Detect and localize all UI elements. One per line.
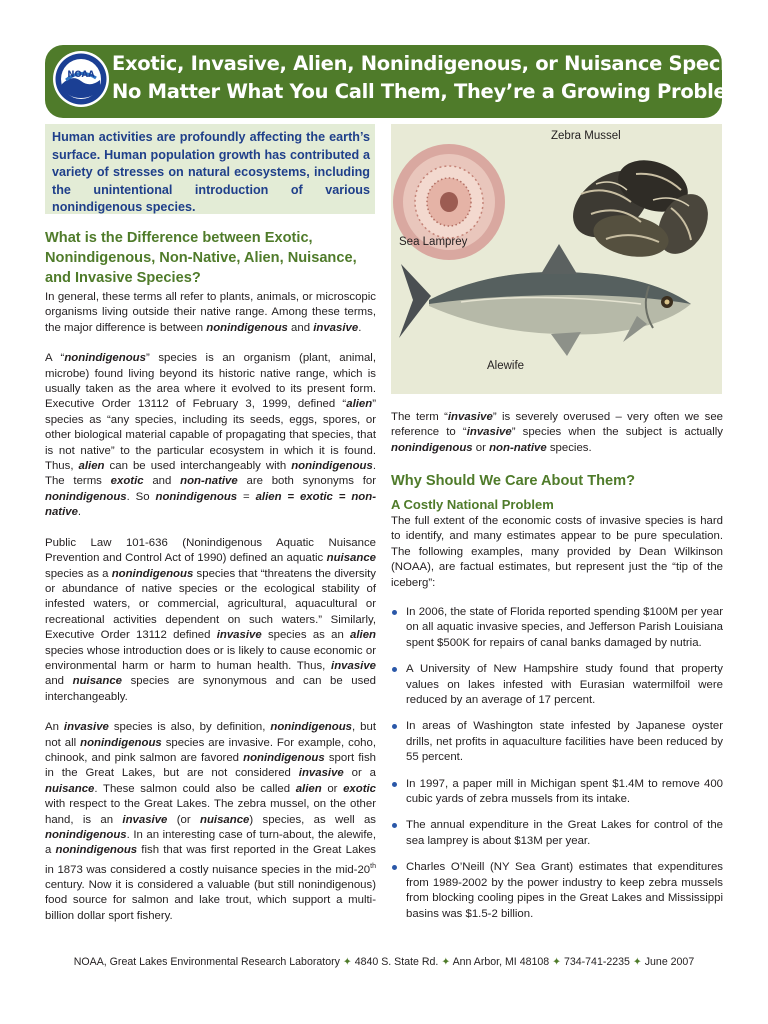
left-paragraph-3 [45,536,376,705]
page-title [112,50,759,106]
text-run: fish that was first reported in the Great Lakes in 1873 was considered a costly nuisance species in the mid-20 [45,844,377,876]
text-run: sport fish in the Great Lakes, but are not considered [45,751,376,780]
right-subheading: A Costly National Problem [391,497,554,512]
list-item: Charles O’Neill (NY Sea Grant) estimates that expenditures from 1989-2002 by the power industry to keep zebra mussels from blocking cooling pipes in the Great Lakes and Mississippi basins was $1.5-2 billion. [391,860,723,922]
text-run: species are synonymous and can be used interchangeably. [45,675,376,703]
emphasized-term: non-native [180,475,238,488]
text-run: ” is severely overused – very often we see reference to “ [391,411,723,439]
text-run: or [472,441,490,454]
separator-icon: ✦ [552,956,561,968]
text-run: . In an interesting case of turn-about, the alewife, a [45,829,376,857]
emphasized-term: non-native [489,441,547,454]
species-figure [391,124,722,394]
text-run: are both synonyms for [237,475,376,488]
footer-phone: 734-741-2235 [563,956,630,968]
text-run: species as a [45,567,112,580]
text-run: . So [126,490,156,503]
separator-icon: ✦ [342,956,352,968]
text-run: (or [167,813,200,826]
zebra-mussel-label: Zebra Mussel [551,130,621,142]
list-item: In 1997, a paper mill in Michigan spent $1.4M to remove 400 cubic yards of zebra mussels from its intake. [391,777,723,808]
text-run: Public Law 101-636 (Nonindigenous Aquatic Nuisance Prevention and Control Act of 1990) defined an aquatic [45,536,376,565]
text-run: and [45,675,73,688]
zebra-mussel-icon [561,151,719,263]
emphasized-term: invasive [216,629,262,642]
bullet-icon [392,782,397,787]
emphasized-term: invasive [466,426,512,439]
emphasized-term: alien [78,460,105,473]
alewife-icon [399,244,691,356]
species-illustration [391,124,722,394]
bullet-icon [392,667,397,672]
bullet-icon [392,823,397,828]
text-run: . The terms [45,460,377,488]
emphasized-term: invasive [298,767,344,780]
superscript: th [370,862,376,870]
footer-org: NOAA, Great Lakes Environmental Research Laboratory [73,956,340,968]
separator-icon: ✦ [632,956,642,968]
text-run: species. [546,441,592,454]
svg-text:NOAA: NOAA [67,70,95,80]
text-run: = [237,490,256,503]
emphasized-term: exotic [110,475,144,488]
text-run: species whose introduction does or is likely to cause economic or environmental harm or harm to human health. Thus, [45,644,376,672]
text-run: ” species is an organism (plant, animal, microbe) found living beyond its historic native range, which is usually taken as the area where it evolved to its present form. Executive Order 13112 of February 3, 1999, defined “ [45,352,376,411]
bullet-icon [392,865,397,870]
text-run: or a [343,767,377,780]
emphasized-term: nonindigenous [80,736,162,749]
text-run: . [77,506,82,519]
title-line-1: Exotic, Invasive, Alien, Nonindigenous, or Nuisance Species: [112,52,759,75]
text-run: species are invasive. For example, coho, chinook, and pink salmon are favored [45,736,376,764]
sea-lamprey-label: Sea Lamprey [399,236,468,248]
text-run: ” species as “any species, including its seeds, eggs, spores, or other biological material capable of propagating that species, that is not native” to the particular ecosystem in which it is found. Thus, [45,398,376,473]
emphasized-term: nonindigenous [291,460,373,473]
emphasized-term: nonindigenous [155,490,238,503]
list-item: A University of New Hampshire study found that property values on lakes infested with Eurasian watermilfoil were reduced by an average of 17 percent. [391,662,723,708]
footer [0,956,768,968]
list-item: In 2006, the state of Florida reported spending $100M per year on all aquatic invasive species, and Jefferson Parish Louisiana spent $500K for repairs of canal banks damaged by nutria. [391,605,723,651]
emphasized-term: nonindigenous [270,721,353,734]
alewife-label: Alewife [487,360,525,372]
text-run: century. Now it is considered a valuable (but still nonindigenous) food source for salmon and lake trout, which support a multi-billion dollar sport fishery. [45,879,376,922]
text-run: A “ [45,352,65,365]
left-paragraph-2 [45,351,376,520]
text-run: ) species, as well as [249,813,376,826]
footer-date: June 2007 [644,956,695,968]
footer-address: 4840 S. State Rd. [354,956,439,968]
text-run: In general, these terms all refer to plants, animals, or microscopic organisms living outside their native range. Among these terms, the major difference is between [45,291,376,334]
emphasized-term: alien [350,629,376,642]
right-body-paragraph: The full extent of the economic costs of invasive species is hard to identify, and many estimates appear to be pure speculation. The following examples, many provided by Dean Wilkinson (NOAA), are factual estimates, but represent just the “tip of the iceberg”: [391,515,723,589]
emphasized-term: nuisance [200,813,250,826]
bullet-icon [392,610,397,615]
emphasized-term: nonindigenous [206,321,288,334]
intro-text: Human activities are profoundly affecting the earth’s surface. Human population growth has contributed a variety of stresses on natural ecosystems, including the unintentional introduction of various nonindigenous species. [52,130,370,214]
emphasized-term: nuisance [72,675,122,688]
emphasized-term: invasive [122,813,168,826]
text-run: . These salmon could also be called [94,782,296,795]
emphasized-term: alien = exotic = non-native [45,490,376,519]
separator-icon: ✦ [441,956,451,968]
left-paragraph-4 [45,720,376,924]
text-run: An [45,721,64,734]
invasive-overused-paragraph [391,410,723,456]
emphasized-term: nuisance [45,782,95,795]
emphasized-term: nonindigenous [391,441,473,454]
text-run: species as an [261,629,351,642]
emphasized-term: invasive [331,659,376,672]
emphasized-term: invasive [63,721,109,734]
emphasized-term: nonindigenous [111,567,194,580]
text-run: ” species when the subject is actually [511,426,723,439]
left-column-body [45,290,376,939]
noaa-logo-icon [52,50,110,108]
emphasized-term: alien [295,782,322,795]
footer-city: Ann Arbor, MI 48108 [452,956,550,968]
text-run: The term “ [391,411,448,423]
emphasized-term: invasive [447,411,493,423]
emphasized-term: invasive [313,321,359,334]
text-run: species that “threatens the diversity or abundance of native species or the ecological stability of infested waters, or commercial, agricultural, aquacultural or recreational activities dependent on such waters.” Similarly, Executive Order 13112 defined [45,567,376,642]
text-run: species is also, by definition, [108,721,271,734]
text-run: with respect to the Great Lakes. The zebra mussel, on the other hand, is an [45,798,376,826]
text-run: can be used interchangeably with [104,460,292,473]
left-section-heading: What is the Difference between Exotic, Nonindigenous, Non-Native, Alien, Nuisance, and Invasive Species? [45,230,357,286]
text-run: or [321,782,344,795]
emphasized-term: nonindigenous [55,844,138,857]
right-section-heading: Why Should We Care About Them? [391,473,636,489]
emphasized-term: exotic [343,782,377,795]
text-run: and [287,321,314,334]
title-line-2: No Matter What You Call Them, They’re a Growing Problem [112,80,747,103]
text-run: and [143,475,181,488]
text-run: , but not all [45,721,376,749]
emphasized-term: nonindigenous [243,751,325,764]
cost-examples-list [391,605,723,933]
list-item: In areas of Washington state infested by Japanese oyster drills, net profits in aquaculture facilities have been reduced by 55 percent. [391,719,723,765]
text-run: . [358,321,362,334]
emphasized-term: alien [346,398,373,411]
left-paragraph-1 [45,290,376,336]
list-item: The annual expenditure in the Great Lakes for control of the sea lamprey is about $13M per year. [391,818,723,849]
emphasized-term: nuisance [326,552,376,565]
emphasized-term: nonindigenous [45,490,127,503]
emphasized-term: nonindigenous [45,829,127,841]
bullet-icon [392,724,397,729]
emphasized-term: nonindigenous [64,352,146,365]
